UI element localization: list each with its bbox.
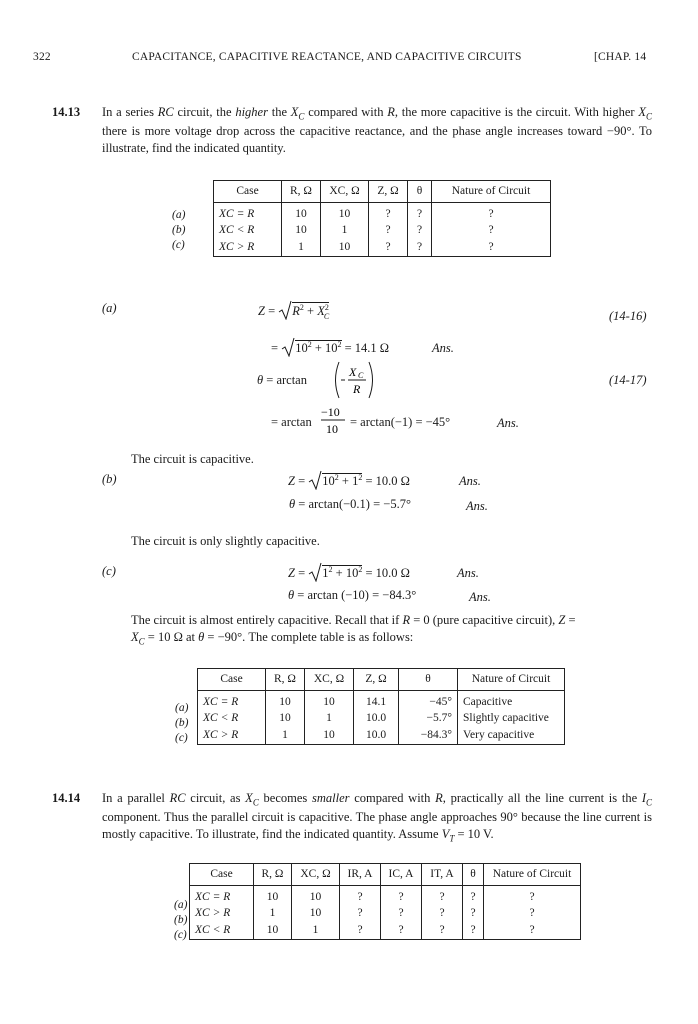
- table-row: [198, 727, 565, 744]
- table-1: [160, 180, 551, 257]
- t1-header-nature: Nature of Circuit: [432, 181, 551, 203]
- t1-label-c: (c): [172, 239, 185, 251]
- table-row: [214, 202, 551, 222]
- part-c-label: (c): [102, 564, 116, 578]
- part-b-label: (b): [102, 472, 117, 486]
- sqrt-sign: [308, 562, 322, 582]
- eq-theta-value: = arctan: [271, 415, 312, 429]
- ans-c2: Ans.: [469, 590, 491, 604]
- ans-a2: Ans.: [497, 416, 519, 430]
- t1-nature: ?: [432, 202, 551, 222]
- t1-header-theta: θ: [408, 181, 432, 203]
- sqrt-sign: [281, 337, 295, 357]
- t3-nature: ?: [484, 922, 581, 939]
- problem-14-14-text: In a parallel RC circuit, as $X_C$ becomes smaller compared with R, practically all the line current is the $I_C$ component. Thus the parallel circuit is capacitive. The phase angle approaches 90° because the line current is mostly capacitive. To illustrate, find the indicated quantity. Assume $V_T = 10$ V.: [102, 791, 653, 844]
- t2-header-r: R, Ω: [266, 669, 305, 691]
- table-row: [198, 690, 565, 710]
- t1-z: ?: [369, 222, 408, 239]
- t3-case: XC > R: [190, 905, 254, 922]
- note-c: The circuit is almost entirely capacitive. Recall that if R = 0 (pure capacitive circuit), Z = $X_C = 10$ Ω at θ = −90°. The complete table is as follows:: [131, 613, 576, 647]
- t1-r: 1: [282, 239, 321, 256]
- t3-header-xc: XC, Ω: [292, 864, 340, 886]
- t3-ic: ?: [381, 885, 422, 905]
- t2-z: 10.0: [354, 727, 399, 744]
- t2-header-case: Case: [198, 669, 266, 691]
- t3-it: ?: [422, 905, 463, 922]
- t1-label-a: (a): [172, 209, 186, 221]
- t1-header-xc: XC, Ω: [321, 181, 369, 203]
- t1-theta: ?: [408, 202, 432, 222]
- eq-z-value: = $10^2 + 10^2 = 14.1$ Ω: [271, 337, 389, 357]
- t2-r: 10: [266, 710, 305, 727]
- t2-z: 10.0: [354, 710, 399, 727]
- t2-header-nature: Nature of Circuit: [458, 669, 565, 691]
- t1-header-z: Z, Ω: [369, 181, 408, 203]
- table-2: [165, 668, 565, 745]
- t3-xc: 1: [292, 922, 340, 939]
- t2-xc: 1: [305, 710, 354, 727]
- t2-z: 14.1: [354, 690, 399, 710]
- t3-header-nature: Nature of Circuit: [484, 864, 581, 886]
- eq-theta-formula: θ = arctan: [257, 373, 307, 387]
- t3-label-b: (b): [174, 914, 188, 926]
- t1-z: ?: [369, 202, 408, 222]
- t3-theta: ?: [463, 922, 484, 939]
- table-row: [190, 905, 581, 922]
- svg-text:−10: −10: [321, 405, 340, 419]
- table-row: [190, 885, 581, 905]
- t3-it: ?: [422, 885, 463, 905]
- t2-header-xc: XC, Ω: [305, 669, 354, 691]
- sqrt-sign: [308, 470, 322, 490]
- t2-r: 1: [266, 727, 305, 744]
- t3-ir: ?: [340, 905, 381, 922]
- t1-label-b: (b): [172, 224, 186, 236]
- t2-xc: 10: [305, 727, 354, 744]
- frac-10-10: [318, 402, 348, 438]
- t3-header-ir: IR, A: [340, 864, 381, 886]
- eq-z-formula: $Z = R^2 + X^2_C$: [258, 300, 329, 322]
- svg-text:C: C: [358, 371, 364, 380]
- t3-case: XC < R: [190, 922, 254, 939]
- t1-header-r: R, Ω: [282, 181, 321, 203]
- t1-z: ?: [369, 239, 408, 256]
- t1-nature: ?: [432, 239, 551, 256]
- table-row: [214, 239, 551, 256]
- t1-theta: ?: [408, 239, 432, 256]
- t2-case: XC > R: [198, 727, 266, 744]
- t1-header-case: Case: [214, 181, 282, 203]
- t1-xc: 10: [321, 202, 369, 222]
- t3-xc: 10: [292, 885, 340, 905]
- t2-xc: 10: [305, 690, 354, 710]
- t1-xc: 1: [321, 222, 369, 239]
- t1-theta: ?: [408, 222, 432, 239]
- eq-c-z: $Z = 1^2 + 10^2 = 10.0$ Ω: [288, 562, 410, 582]
- svg-text:R: R: [353, 382, 361, 396]
- eq-b-z: $Z = 10^2 + 1^2 = 10.0$ Ω: [288, 470, 410, 490]
- ans-a1: Ans.: [432, 341, 454, 355]
- eq-tag-14-16: (14-16): [609, 309, 647, 323]
- running-title: CAPACITANCE, CAPACITIVE REACTANCE, AND CAPACITIVE CIRCUITS: [132, 51, 522, 63]
- eq-tag-14-17: (14-17): [609, 373, 647, 387]
- eq-theta-result: = arctan(−1) = −45°: [350, 415, 451, 429]
- t2-header-z: Z, Ω: [354, 669, 399, 691]
- eq-c-theta: θ = arctan (−10) = −84.3°: [288, 588, 417, 602]
- t3-r: 10: [254, 885, 292, 905]
- t3-header-case: Case: [190, 864, 254, 886]
- table-row: [214, 222, 551, 239]
- t3-label-a: (a): [174, 899, 188, 911]
- eq-theta-fraction: [332, 360, 376, 405]
- t3-header-it: IT, A: [422, 864, 463, 886]
- t1-nature: ?: [432, 222, 551, 239]
- t3-theta: ?: [463, 905, 484, 922]
- t3-ir: ?: [340, 885, 381, 905]
- t2-r: 10: [266, 690, 305, 710]
- eq-theta-frac2: [318, 402, 348, 443]
- note-b: The circuit is only slightly capacitive.: [131, 534, 320, 548]
- t2-theta: −84.3°: [399, 727, 458, 744]
- t2-nature: Very capacitive: [458, 727, 565, 744]
- t3-it: ?: [422, 922, 463, 939]
- t3-r: 1: [254, 905, 292, 922]
- t2-case: XC = R: [198, 690, 266, 710]
- chapter-label: [CHAP. 14: [594, 51, 647, 63]
- t3-header-theta: θ: [463, 864, 484, 886]
- t2-theta: −45°: [399, 690, 458, 710]
- ans-b1: Ans.: [459, 474, 481, 488]
- t1-case: XC < R: [214, 222, 282, 239]
- t1-case: XC = R: [214, 202, 282, 222]
- problem-number-14-14: 14.14: [52, 791, 81, 805]
- t2-theta: −5.7°: [399, 710, 458, 727]
- t1-case: XC > R: [214, 239, 282, 256]
- t2-nature: Capacitive: [458, 690, 565, 710]
- ans-b2: Ans.: [466, 499, 488, 513]
- t3-theta: ?: [463, 885, 484, 905]
- table-row: [190, 922, 581, 939]
- t3-header-r: R, Ω: [254, 864, 292, 886]
- t3-xc: 10: [292, 905, 340, 922]
- t3-label-c: (c): [174, 929, 187, 941]
- t2-case: XC < R: [198, 710, 266, 727]
- t1-r: 10: [282, 202, 321, 222]
- t2-label-c: (c): [175, 732, 188, 744]
- eq-b-theta: θ = arctan(−0.1) = −5.7°: [289, 497, 411, 511]
- problem-number-14-13: 14.13: [52, 105, 81, 119]
- t3-ir: ?: [340, 922, 381, 939]
- t1-r: 10: [282, 222, 321, 239]
- t2-header-theta: θ: [399, 669, 458, 691]
- t1-xc: 10: [321, 239, 369, 256]
- t2-nature: Slightly capacitive: [458, 710, 565, 727]
- page-number: 322: [33, 51, 51, 63]
- table-row: [198, 710, 565, 727]
- svg-text:X: X: [349, 365, 357, 379]
- t3-header-ic: IC, A: [381, 864, 422, 886]
- t3-ic: ?: [381, 922, 422, 939]
- t3-nature: ?: [484, 885, 581, 905]
- t3-case: XC = R: [190, 885, 254, 905]
- problem-14-13-text: In a series RC circuit, the higher the $X_C$ compared with R, the more capacitive is the circuit. With higher $X_C$ there is more voltage drop across the capacitive reactance, and the phase angle increases toward −90°. To illustrate, find the indicated quantity.: [102, 105, 653, 156]
- t3-nature: ?: [484, 905, 581, 922]
- t3-r: 10: [254, 922, 292, 939]
- paren-frac: [332, 360, 376, 400]
- ans-c1: Ans.: [457, 566, 479, 580]
- svg-text:10: 10: [326, 422, 338, 436]
- t2-label-b: (b): [175, 717, 189, 729]
- t2-label-a: (a): [175, 702, 189, 714]
- t3-ic: ?: [381, 905, 422, 922]
- table-3: [165, 863, 581, 940]
- note-a: The circuit is capacitive.: [131, 452, 254, 466]
- sqrt-sign: [278, 300, 292, 320]
- part-a-label: (a): [102, 301, 117, 315]
